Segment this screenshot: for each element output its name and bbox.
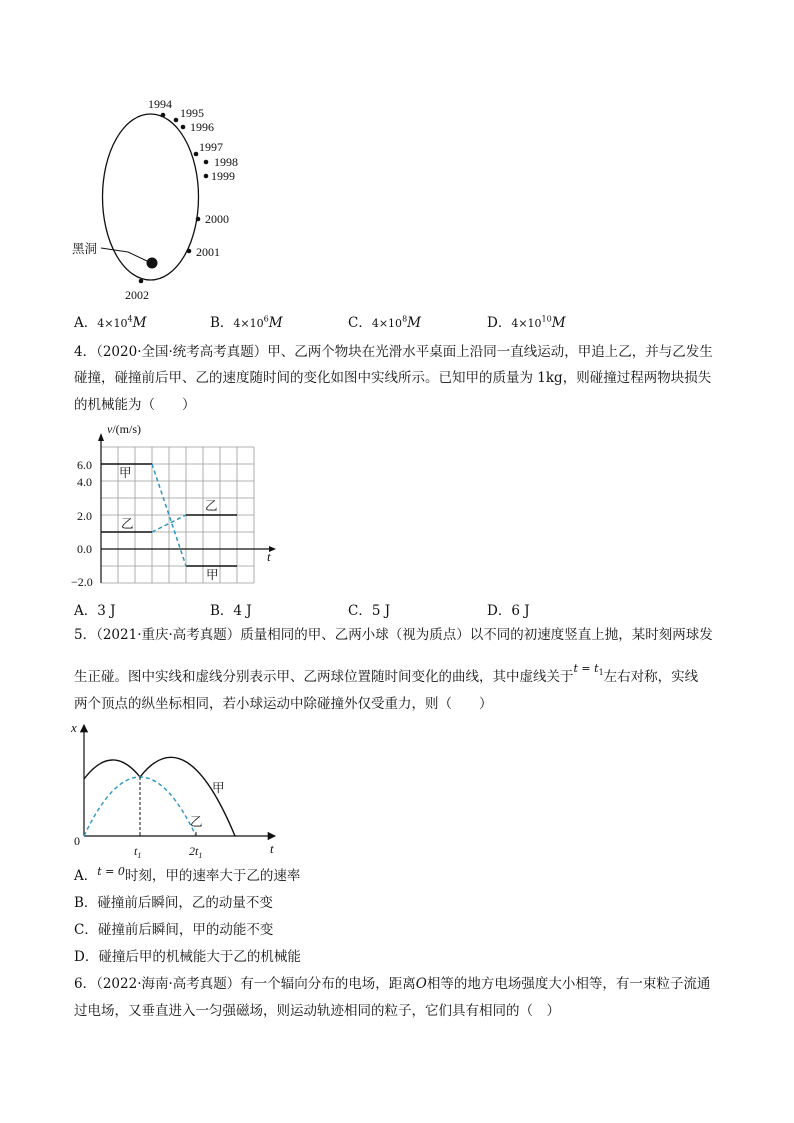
orbit-point-1996 [181,125,186,130]
q3-option-d-letter: D． [487,315,512,331]
q5-option-a-formula: t = 0 [97,865,125,878]
q5-option-c[interactable]: C．碰撞前后瞬间，甲的动能不变 [74,922,274,938]
xt-label-jia: 甲 [212,781,225,795]
q3-option-d-exp: 10 [541,314,552,324]
velocity-time-chart [70,420,290,592]
xt-label-yi: 乙 [190,815,203,829]
q5-symmetry-formula [573,662,604,678]
vt-ytick-label-3: 2.0 [77,509,92,523]
q3-option-d-unit: M [551,315,566,331]
q3-option-c[interactable] [348,311,421,331]
q3-option-a[interactable] [74,311,146,331]
q4-option-a[interactable]: A．3 J [74,603,116,619]
orbit-point-1998 [204,160,209,165]
q6-stem-line-2: 过电场，又垂直进入一匀强磁场，则运动轨迹相同的粒子，它们具有相同的（ ） [74,1003,560,1019]
vt-label-jia-before: 甲 [119,466,132,480]
vt-ylabel [107,422,141,436]
vt-label-yi-after: 乙 [205,499,218,513]
year-label-2001: 2001 [196,245,220,259]
q3-option-c-exp: 8 [402,314,408,324]
q5-option-a-prefix: A． [74,868,98,884]
xt-origin-label: 0 [74,834,80,848]
q4-stem-line-1: 4．（2020·全国·统考高考真题）甲、乙两个物块在光滑水平桌面上沿同一直线运动，甲追上乙，并与乙发生 [74,344,713,360]
q5-stem-line-2 [74,662,699,692]
q6-stem-line-1a: 6．（2022·海南·高考真题）有一个辐向分布的电场，距离 [74,976,416,992]
q6-stem-line-1 [74,974,710,994]
q3-option-b-unit: M [268,315,283,331]
vt-ytick-label-4: 0.0 [77,542,92,556]
xt-xtick-label-t1 [134,844,141,860]
q3-option-b[interactable] [210,311,283,331]
q3-option-a-letter: A． [74,315,98,331]
vt-xlabel: t [267,549,271,564]
orbit-point-2002 [139,279,144,284]
orbit-point-2001 [187,249,192,254]
q3-option-a-exp: 4 [127,314,133,324]
year-label-1994: 1994 [148,97,172,111]
xt-jia-curve-1 [84,760,140,779]
vt-ytick-label-1: 6.0 [77,458,92,472]
q6-stem-line-1b: 相等的地方电场强度大小相等，有一束粒子流通 [426,976,711,992]
xt-xtick-label-2t1 [189,844,202,860]
q5-option-a[interactable] [74,866,300,887]
year-label-1997: 1997 [199,140,223,154]
q3-option-b-coef: 4×10 [233,317,264,330]
orbit-point-1994 [161,113,166,118]
q5-option-d[interactable]: D．碰撞后甲的机械能大于乙的机械能 [74,949,301,965]
q5-stem-line-2b: 左右对称，实线 [603,669,699,685]
year-label-1995: 1995 [180,106,204,120]
year-label-1999: 1999 [211,169,235,183]
orbit-point-2000 [196,217,201,222]
black-hole-dot [147,258,158,269]
orbit-point-1995 [174,118,179,123]
vt-y-axis-arrow [98,433,104,441]
q4-option-b[interactable]: B．4 J [210,603,252,619]
xt-xlabel: t [270,841,274,856]
q3-option-b-exp: 6 [263,314,269,324]
xt-xtick-label-2t1-sub: 1 [198,851,203,860]
q3-option-c-coef: 4×10 [371,317,403,330]
vt-ytick-label-5: −2.0 [71,575,93,589]
q5-stem-line-2a: 生正碰。图中实线和虚线分别表示甲、乙两球位置随时间变化的曲线，其中虚线关于 [74,669,574,685]
q4-stem-line-2: 碰撞，碰撞前后甲、乙的速度随时间的变化如图中实线所示。已知甲的质量为 1kg，则碰撞过程两物块损失 [74,370,712,386]
xt-xtick-label-t1-text: t [134,844,138,858]
star-orbit-ellipse [103,114,199,280]
year-label-2002: 2002 [125,288,149,302]
xt-xtick-label-2t1-text: 2t [189,844,199,858]
orbit-point-1999 [204,174,209,179]
black-hole-orbit-figure [60,92,260,304]
xt-jia-curve-2 [140,757,235,836]
year-label-1998: 1998 [214,155,238,169]
black-hole-label: 黑洞 [72,242,98,256]
vt-chart-tick-labels [71,458,93,589]
xt-ylabel: x [71,720,77,735]
q3-option-a-unit: M [132,315,147,331]
q4-stem-line-3: 的机械能为（ ） [74,397,196,413]
q5-option-a-text: 时刻，甲的速率大于乙的速率 [124,868,301,884]
q5-option-b[interactable]: B．碰撞前后瞬间，乙的动量不变 [74,895,273,911]
vt-label-yi-before: 乙 [121,517,134,531]
q5-formula-sub: 1 [598,668,604,678]
vt-label-jia-after: 甲 [206,568,219,582]
q6-point-o: O [415,976,427,992]
q3-option-d[interactable] [487,311,566,331]
year-label-1996: 1996 [190,120,214,134]
q5-stem-line-1: 5．（2021·重庆·高考真题）质量相同的甲、乙两小球（视为质点）以不同的初速度竖直上抛，某时刻两球发 [74,627,713,643]
xt-xtick-label-t1-sub: 1 [137,851,142,860]
q3-option-c-letter: C． [348,315,372,331]
q3-option-c-unit: M [407,315,421,331]
q3-option-d-coef: 4×10 [511,317,542,330]
q5-formula-main: t = t [573,662,599,675]
vt-ytick-label-2: 4.0 [77,475,92,489]
vt-ylabel-unit: /(m/s) [112,422,141,436]
q4-option-d[interactable]: D．6 J [487,603,530,619]
q3-option-a-coef: 4×10 [97,317,128,330]
q5-stem-line-3: 两个顶点的纵坐标相同，若小球运动中除碰撞外仅受重力，则（ ） [74,696,493,712]
year-label-2000: 2000 [205,212,229,226]
q3-option-b-letter: B． [210,315,234,331]
black-hole-pointer-line [101,248,147,261]
orbit-point-1997 [194,152,199,157]
q4-option-c[interactable]: C．5 J [348,603,391,619]
position-time-chart [70,718,285,860]
vt-ylabel-var: v [107,422,113,436]
vt-chart-axes [98,433,276,583]
